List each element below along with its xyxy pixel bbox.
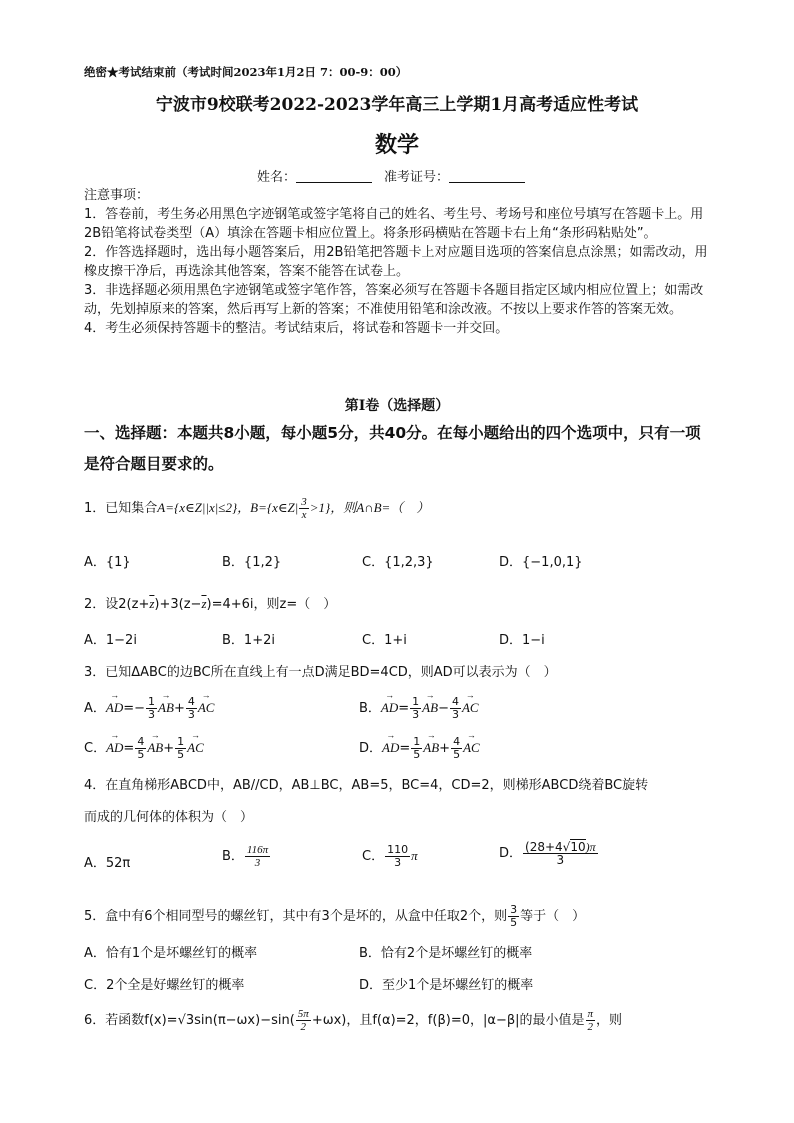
question-5: 5．盒中有6个相同型号的螺丝钉，其中有3个是坏的，从盒中任取2个，则 $\frac{3}{5}$ 等于（ ） [84, 903, 586, 929]
q2-text-pre: 2．设2(z+ [84, 597, 150, 612]
q2-zbar: $\overline{z}$ [149, 596, 155, 611]
q2-option-b: B．1+2i [222, 633, 275, 648]
notes-heading: 注意事项： [84, 188, 150, 203]
question-4-line-1: 4．在直角梯形ABCD中，AB//CD，AB⊥BC，AB=5，BC=4，CD=2，则梯形ABCD绕着BC旋转 [84, 778, 649, 793]
q1-set-b-post: >1}，则A∩B=（ ） [309, 500, 430, 515]
q1-prefix: 1．已知集合 [84, 501, 158, 516]
q1-fraction: $\frac{3}{x}$ [301, 496, 307, 521]
note-item: 4．考生必须保持答题卡的整洁。考试结束后，将试卷和答题卡一并交回。 [84, 321, 509, 336]
q4-option-c: C． $\frac{110}{3}$ π [362, 843, 418, 869]
q1-option-d: D．{−1,0,1} [499, 555, 583, 570]
q4-option-a: A．52π [84, 856, 131, 871]
question-2 [84, 593, 336, 612]
candidate-info-row [0, 166, 794, 185]
exam-secret-line: 绝密★考试结束前（考试时间2023年1月2日 7：00-9：00） [84, 65, 408, 79]
q4-option-b: B． $\frac{116\pi}{3}$ [222, 844, 269, 869]
q2-text-post: )=4+6i，则z=（ ） [206, 597, 337, 612]
q2-option-d: D．1−i [499, 633, 545, 648]
question-6: 6．若函数f(x)=√3sin(π−ωx)−sin( $\frac{5\pi}{2}$ +ωx)，且f(α)=2，f(β)=0，|α−β|的最小值是 $\frac{\pi}{2}$ ，则 [84, 1008, 623, 1033]
q5-option-b: B．恰有2个是坏螺丝钉的概率 [359, 946, 533, 961]
note-item: 3．非选择题必须用黑色字迹钢笔或签字笔作答，答案必须写在答题卡各题目指定区域内相应位置上；如需改动，先划掉原来的答案，然后再写上新的答案；不准使用铅笔和涂改液。不按以上要求作答的答案无效。 [84, 283, 704, 317]
q6-fraction-1: $\frac{5\pi}{2}$ [297, 1008, 309, 1033]
id-label: 准考证号： [384, 170, 450, 185]
q3-option-d: D．→ AD= $\frac{1}{5}$ → AB+ $\frac{4}{5}$ → AC [359, 736, 480, 761]
q1-option-b: B．{1,2} [222, 555, 282, 570]
q3-option-a: A．→ AD=− $\frac{1}{3}$ → AB+ $\frac{4}{3}$ → AC [84, 696, 214, 721]
q5-option-a: A．恰有1个是坏螺丝钉的概率 [84, 946, 258, 961]
q5-fraction: $\frac{3}{5}$ [510, 903, 518, 929]
q4-option-d: D． $\frac{(28+4√10)\pi}{3}$ [499, 840, 596, 867]
q2-text-mid: )+3(z− [154, 597, 202, 612]
q5-option-c: C．2个全是好螺丝钉的概率 [84, 978, 245, 993]
id-blank [449, 170, 525, 183]
q2-zbar: $\overline{z}$ [201, 596, 207, 611]
q3-option-c: C．→ AD= $\frac{4}{5}$ → AB+ $\frac{1}{5}$ → AC [84, 736, 204, 761]
q2-option-c: C．1+i [362, 633, 407, 648]
notes-section [84, 186, 714, 338]
part-title: 第Ⅰ卷（选择题） [344, 398, 450, 414]
q2-option-a: A．1−2i [84, 633, 137, 648]
q1-option-c: C．{1,2,3} [362, 555, 434, 570]
exam-title: 宁波市9校联考2022-2023学年高三上学期1月高考适应性考试 [155, 95, 639, 115]
q3-option-b: B．→ AD= $\frac{1}{3}$ → AB− $\frac{4}{3}$ → AC [359, 696, 479, 721]
note-item: 2．作答选择题时，选出每小题答案后，用2B铅笔把答题卡上对应题目选项的答案信息点涂黑；如需改动，用橡皮擦干净后，再选涂其他答案，答案不能答在试卷上。 [84, 245, 708, 279]
q6-fraction-2: $\frac{\pi}{2}$ [587, 1008, 594, 1033]
subject-title: 数学 [374, 132, 419, 158]
question-4-line-2: 而成的几何体的体积为（ ） [84, 810, 254, 825]
q1-set-b-pre: ，B={x∈Z| [237, 500, 299, 515]
q1-option-a: A．{1} [84, 555, 131, 570]
question-1 [84, 496, 429, 521]
note-item: 1．答卷前，考生务必用黑色字迹钢笔或签字笔将自己的姓名、考生号、考场号和座位号填写在答题卡上。用2B铅笔将试卷类型（A）填涂在答题卡相应位置上。将条形码横贴在答题卡右上角“条形码粘贴处”。 [84, 207, 704, 241]
question-3: 3．已知ΔABC的边BC所在直线上有一点D满足BD=4CD，则AD可以表示为（ ） [84, 665, 557, 680]
name-label: 姓名： [256, 170, 296, 185]
q1-set-a: A={x∈Z||x|≤2} [157, 500, 238, 515]
section-title: 一、选择题：本题共8小题，每小题5分，共40分。在每小题给出的四个选项中，只有一项是符合题目要求的。 [84, 424, 701, 473]
name-blank [296, 170, 372, 183]
q5-option-d: D．至少1个是坏螺丝钉的概率 [359, 978, 534, 993]
